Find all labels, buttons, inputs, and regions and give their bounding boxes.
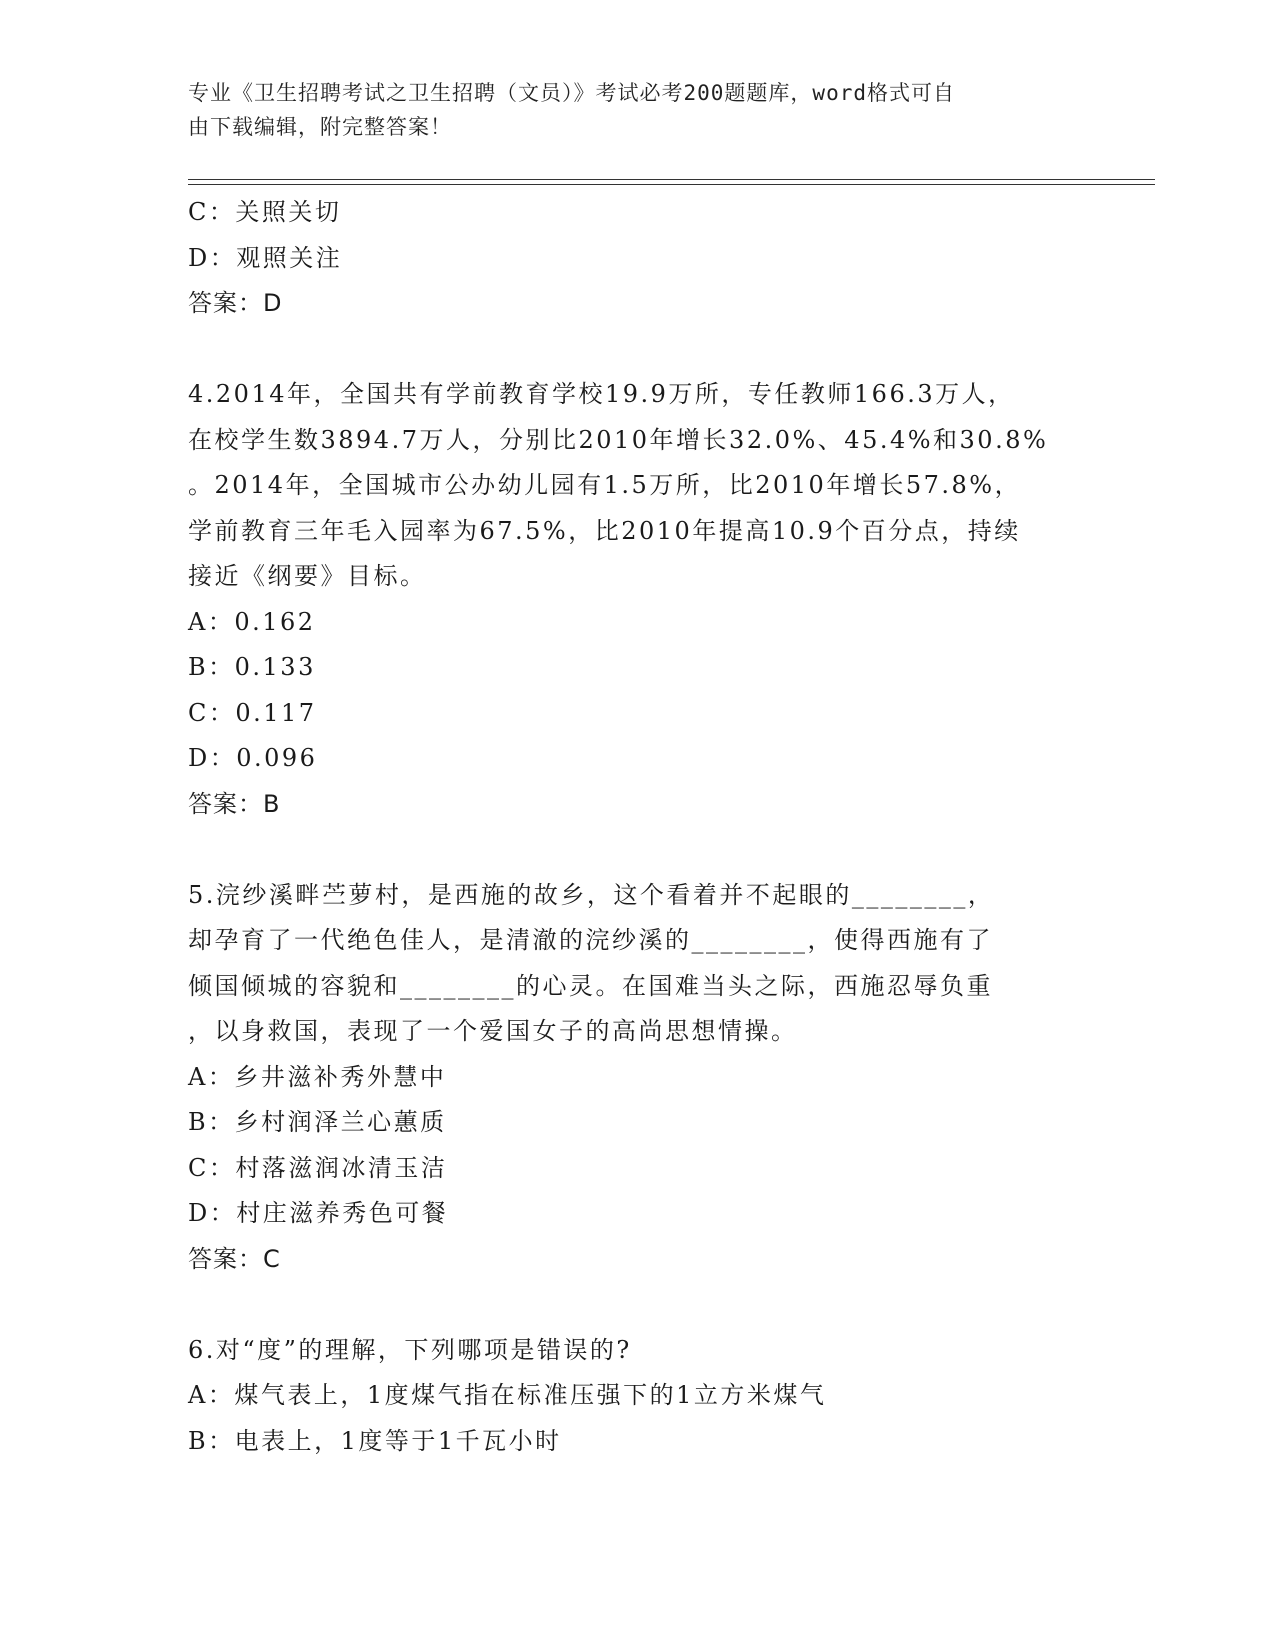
document-body bbox=[188, 190, 1088, 1464]
document-header bbox=[188, 76, 1068, 144]
question-5-text-line: ，以身救国，表现了一个爱国女子的高尚思想情操。 bbox=[188, 1017, 798, 1045]
header-line-1: 专业《卫生招聘考试之卫生招聘（文员）》考试必考200题题库，word格式可自 bbox=[188, 81, 955, 105]
question-4-answer: 答案：B bbox=[188, 789, 281, 818]
question-4-text-line: 接近《纲要》目标。 bbox=[188, 562, 427, 590]
spacer bbox=[188, 1282, 1088, 1328]
question-5-text-line: 倾国倾城的容貌和________的心灵。在国难当头之际，西施忍辱负重 bbox=[188, 971, 993, 1000]
question-3-option-d: D：观照关注 bbox=[188, 243, 343, 272]
question-4-text-line: 学前教育三年毛入园率为67.5%，比2010年提高10.9个百分点，持续 bbox=[188, 516, 1021, 545]
question-5-option-a: A：乡井滋补秀外慧中 bbox=[188, 1062, 447, 1091]
question-5-option-b: B：乡村润泽兰心蕙质 bbox=[188, 1108, 447, 1136]
question-5-answer: 答案：C bbox=[188, 1244, 281, 1273]
question-4-option-b: B：0.133 bbox=[188, 653, 316, 681]
question-4-text-line: 。2014年，全国城市公办幼儿园有1.5万所，比2010年增长57.8%， bbox=[188, 471, 1022, 499]
spacer bbox=[188, 827, 1088, 873]
question-5-text-line: 却孕育了一代绝色佳人，是清澈的浣纱溪的________，使得西施有了 bbox=[188, 926, 993, 954]
question-5-text-line: 5.浣纱溪畔苎萝村，是西施的故乡，这个看着并不起眼的________， bbox=[188, 880, 995, 909]
question-4-option-d: D：0.096 bbox=[188, 744, 318, 772]
question-4-text-line: 4.2014年，全国共有学前教育学校19.9万所，专任教师166.3万人， bbox=[188, 380, 1015, 408]
question-6-option-b: B：电表上，1度等于1千瓦小时 bbox=[188, 1426, 562, 1455]
question-4-option-a: A：0.162 bbox=[188, 607, 316, 636]
question-3-tail bbox=[188, 190, 1088, 327]
question-4 bbox=[188, 372, 1088, 827]
question-4-option-c: C：0.117 bbox=[188, 698, 317, 727]
question-5-option-d: D：村庄滋养秀色可餐 bbox=[188, 1199, 449, 1227]
question-5 bbox=[188, 873, 1088, 1283]
header-line-2: 由下载编辑，附完整答案！ bbox=[188, 115, 452, 139]
question-4-text-line: 在校学生数3894.7万人，分别比2010年增长32.0%、45.4%和30.8% bbox=[188, 425, 1049, 454]
header-divider-bottom bbox=[188, 184, 1155, 185]
spacer bbox=[188, 327, 1088, 373]
question-6 bbox=[188, 1328, 1088, 1465]
question-3-answer: 答案：D bbox=[188, 289, 283, 317]
question-6-option-a: A：煤气表上，1度煤气指在标准压强下的1立方米煤气 bbox=[188, 1381, 827, 1409]
question-3-option-c: C：关照关切 bbox=[188, 198, 342, 226]
question-6-text: 6.对“度”的理解，下列哪项是错误的? bbox=[188, 1335, 632, 1364]
header-divider-top bbox=[188, 179, 1155, 180]
question-5-option-c: C：村落滋润冰清玉洁 bbox=[188, 1153, 448, 1182]
